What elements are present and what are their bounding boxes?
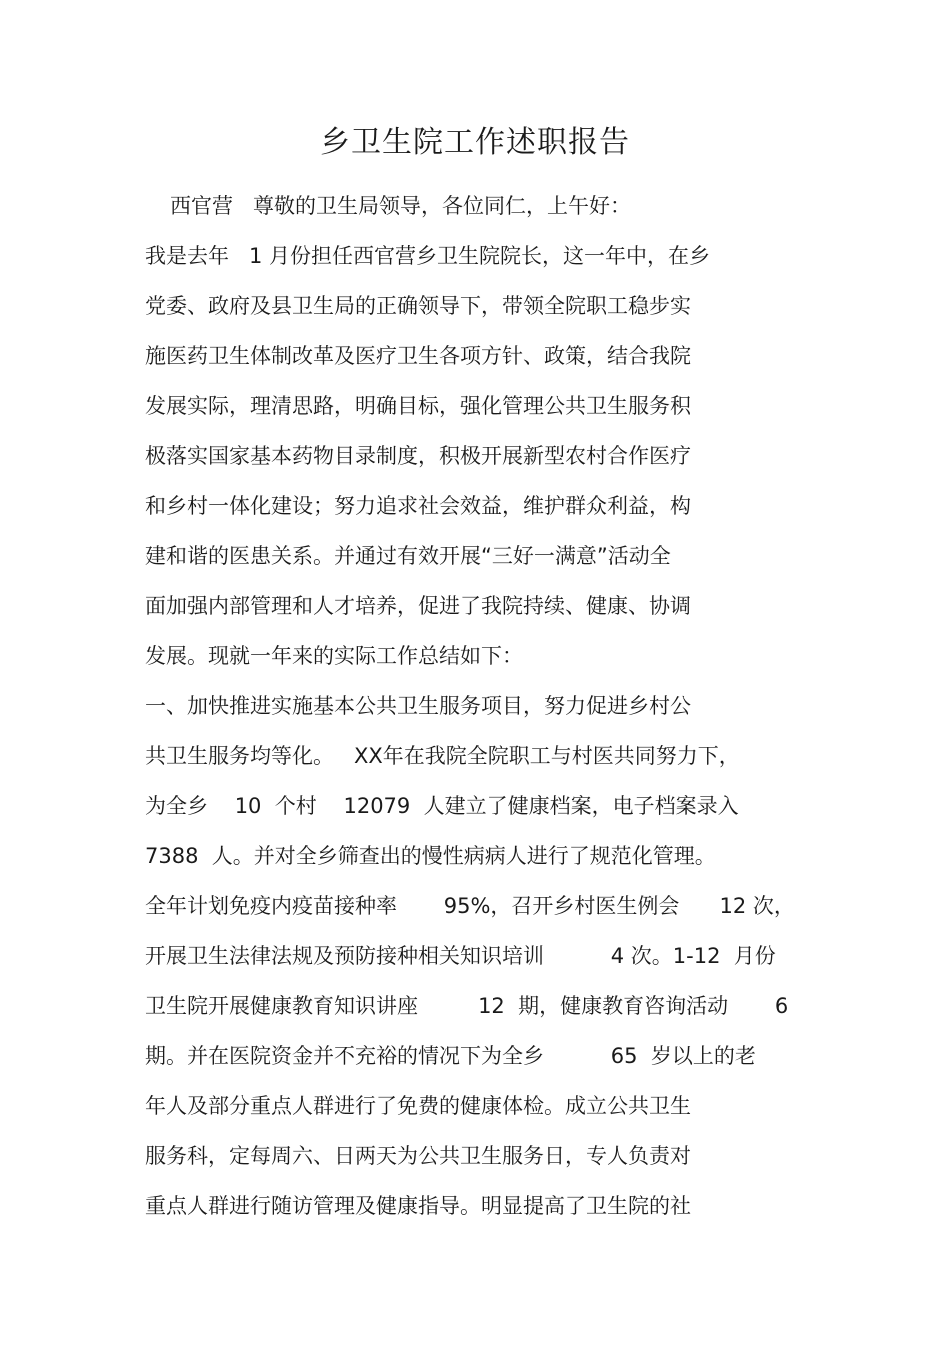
text-line: 党委、政府及县卫生局的正确领导下，带领全院职工稳步实 xyxy=(145,294,691,318)
text-line: 我是去年 1 月份担任西官营乡卫生院院长，这一年中，在乡 xyxy=(145,244,711,268)
text-line: 年人及部分重点人群进行了免费的健康体检。成立公共卫生 xyxy=(145,1094,691,1118)
text-line: 全年计划免疫内疫苗接种率 95%，召开乡村医生例会 12 次， xyxy=(145,894,795,918)
text-line: 一、加快推进实施基本公共卫生服务项目，努力促进乡村公 xyxy=(145,694,691,718)
text-line: 发展实际，理清思路，明确目标，强化管理公共卫生服务积 xyxy=(145,394,691,418)
text-line: 共卫生服务均等化。 XX年在我院全院职工与村医共同努力下， xyxy=(145,744,740,768)
text-line: 施医药卫生体制改革及医疗卫生各项方针、政策，结合我院 xyxy=(145,344,691,368)
text-line: 和乡村一体化建设；努力追求社会效益，维护群众利益，构 xyxy=(145,494,691,518)
document-title: 乡卫生院工作述职报告 xyxy=(320,125,630,160)
text-line: 开展卫生法律法规及预防接种相关知识培训 4 次。1-12 月份 xyxy=(145,944,776,968)
text-line: 期。并在医院资金并不充裕的情况下为全乡 65 岁以上的老 xyxy=(145,1044,756,1068)
text-line: 发展。现就一年来的实际工作总结如下： xyxy=(145,644,523,668)
text-line: 极落实国家基本药物目录制度，积极开展新型农村合作医疗 xyxy=(145,444,691,468)
text-line: 面加强内部管理和人才培养，促进了我院持续、健康、协调 xyxy=(145,594,691,618)
text-line: 卫生院开展健康教育知识讲座 12 期，健康教育咨询活动 6 xyxy=(145,994,789,1018)
text-line: 服务科，定每周六、日两天为公共卫生服务日，专人负责对 xyxy=(145,1144,691,1168)
text-line: 重点人群进行随访管理及健康指导。明显提高了卫生院的社 xyxy=(145,1194,691,1218)
text-line: 7388 人。并对全乡筛查出的慢性病病人进行了规范化管理。 xyxy=(145,844,716,868)
text-line: 西官营 尊敬的卫生局领导，各位同仁，上午好： xyxy=(170,194,632,218)
text-line: 为全乡 10 个村 12079 人建立了健康档案，电子档案录入 xyxy=(145,794,739,818)
text-line: 建和谐的医患关系。并通过有效开展“三好一满意”活动全 xyxy=(145,544,671,568)
